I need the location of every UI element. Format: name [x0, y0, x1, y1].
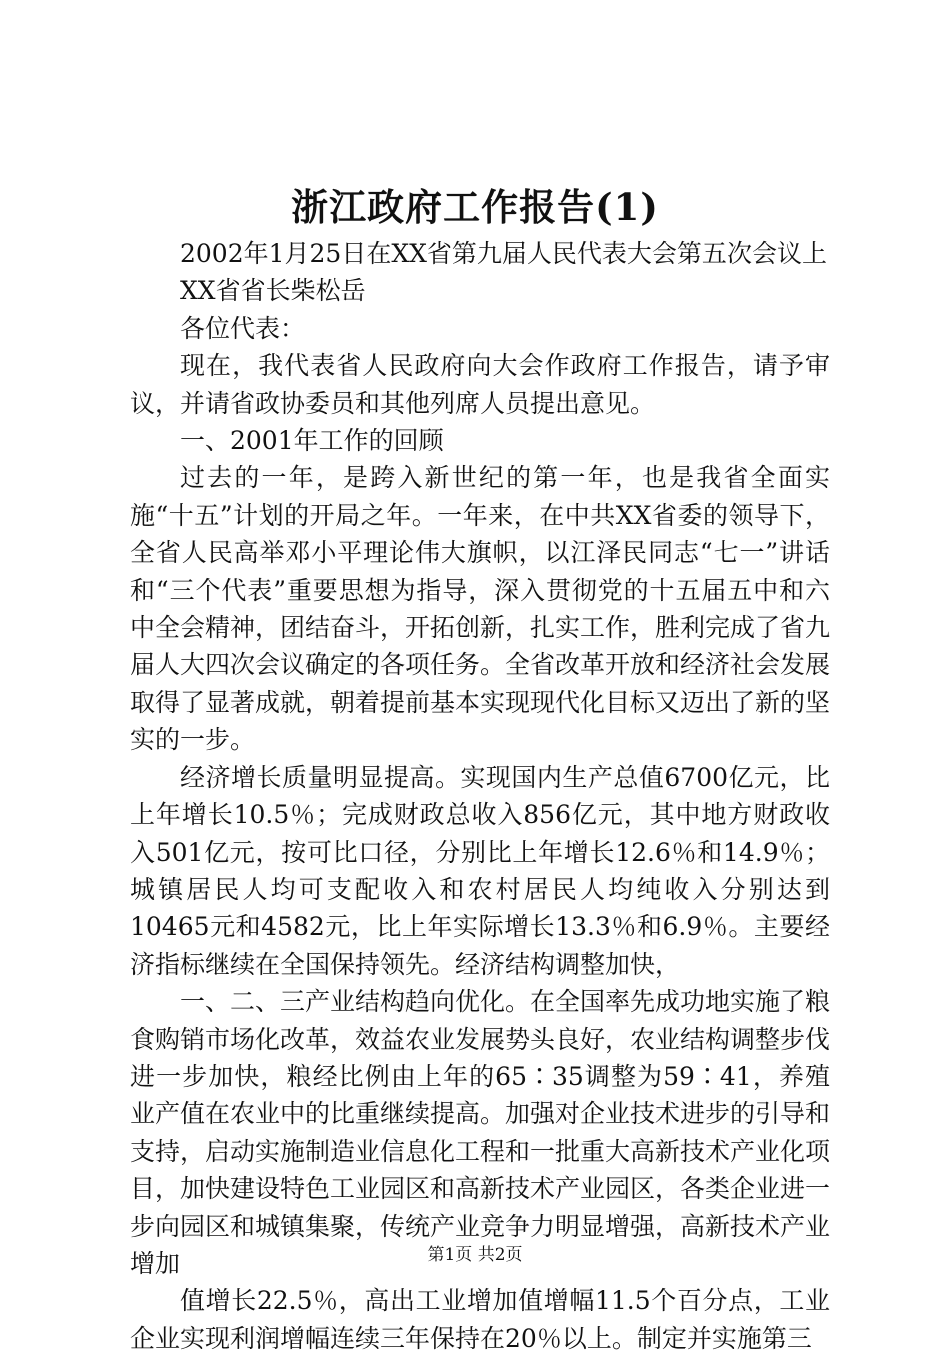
paragraph-value-growth: 值增长22.5％，高出工业增加值增幅11.5个百分点，工业企业实现利润增幅连续三年保持在20％以上。制定并实施第三 [130, 1286, 830, 1353]
document-title: 浙江政府工作报告(1) [291, 185, 659, 229]
paragraph-review: 过去的一年，是跨入新世纪的第一年，也是我省全面实施“十五”计划的开局之年。一年来，在中共XX省委的领导下，全省人民高举邓小平理论伟大旗帜，以江泽民同志“七一”讲话和“三个代表”重要思想为指导，深入贯彻党的十五届五中和六中全会精神，团结奋斗，开拓创新，扎实工作，胜利完成了省九届人大四次会议确定的各项任务。全省改革开放和经济社会发展取得了显著成就，朝着提前基本实现现代化目标又迈出了新的坚实的一步。 [130, 463, 831, 755]
paragraph-industry: 一、二、三产业结构趋向优化。在全国率先成功地实施了粮食购销市场化改革，效益农业发展势头良好，农业结构调整步伐进一步加快，粮经比例由上年的65∶35调整为59∶41，养殖业产值在农业中的比重继续提高。加强对企业技术进步的引导和支持，启动实施制造业信息化工程和一批重大高新技术产业化项目，加快建设特色工业园区和高新技术产业园区，各类企业进一步向园区和城镇集聚，传统产业竞争力明显增强，高新技术产业增加 [130, 987, 831, 1278]
document-body [130, 235, 830, 1357]
page-number: 第1页 共2页 [427, 1245, 523, 1265]
paragraph-meeting-date: 2002年1月25日在XX省第九届人民代表大会第五次会议上 [180, 239, 827, 268]
paragraph-salutation: 各位代表： [180, 313, 306, 343]
paragraph-economy: 经济增长质量明显提高。实现国内生产总值6700亿元，比上年增长10.5％；完成财政总收入856亿元，其中地方财政收入501亿元，按可比口径，分别比上年增长12.6％和14.9％；城镇居民人均可支配收入和农村居民人均纯收入分别达到10465元和4582元，比上年实际增长13.3％和6.9％。主要经济指标继续在全国保持领先。经济结构调整加快， [130, 762, 830, 979]
section-heading: 一、2001年工作的回顾 [180, 426, 444, 456]
paragraph-speaker: XX省省长柴松岳 [180, 276, 366, 306]
paragraph-intro: 现在，我代表省人民政府向大会作政府工作报告，请予审议，并请省政协委员和其他列席人员提出意见。 [130, 351, 830, 418]
